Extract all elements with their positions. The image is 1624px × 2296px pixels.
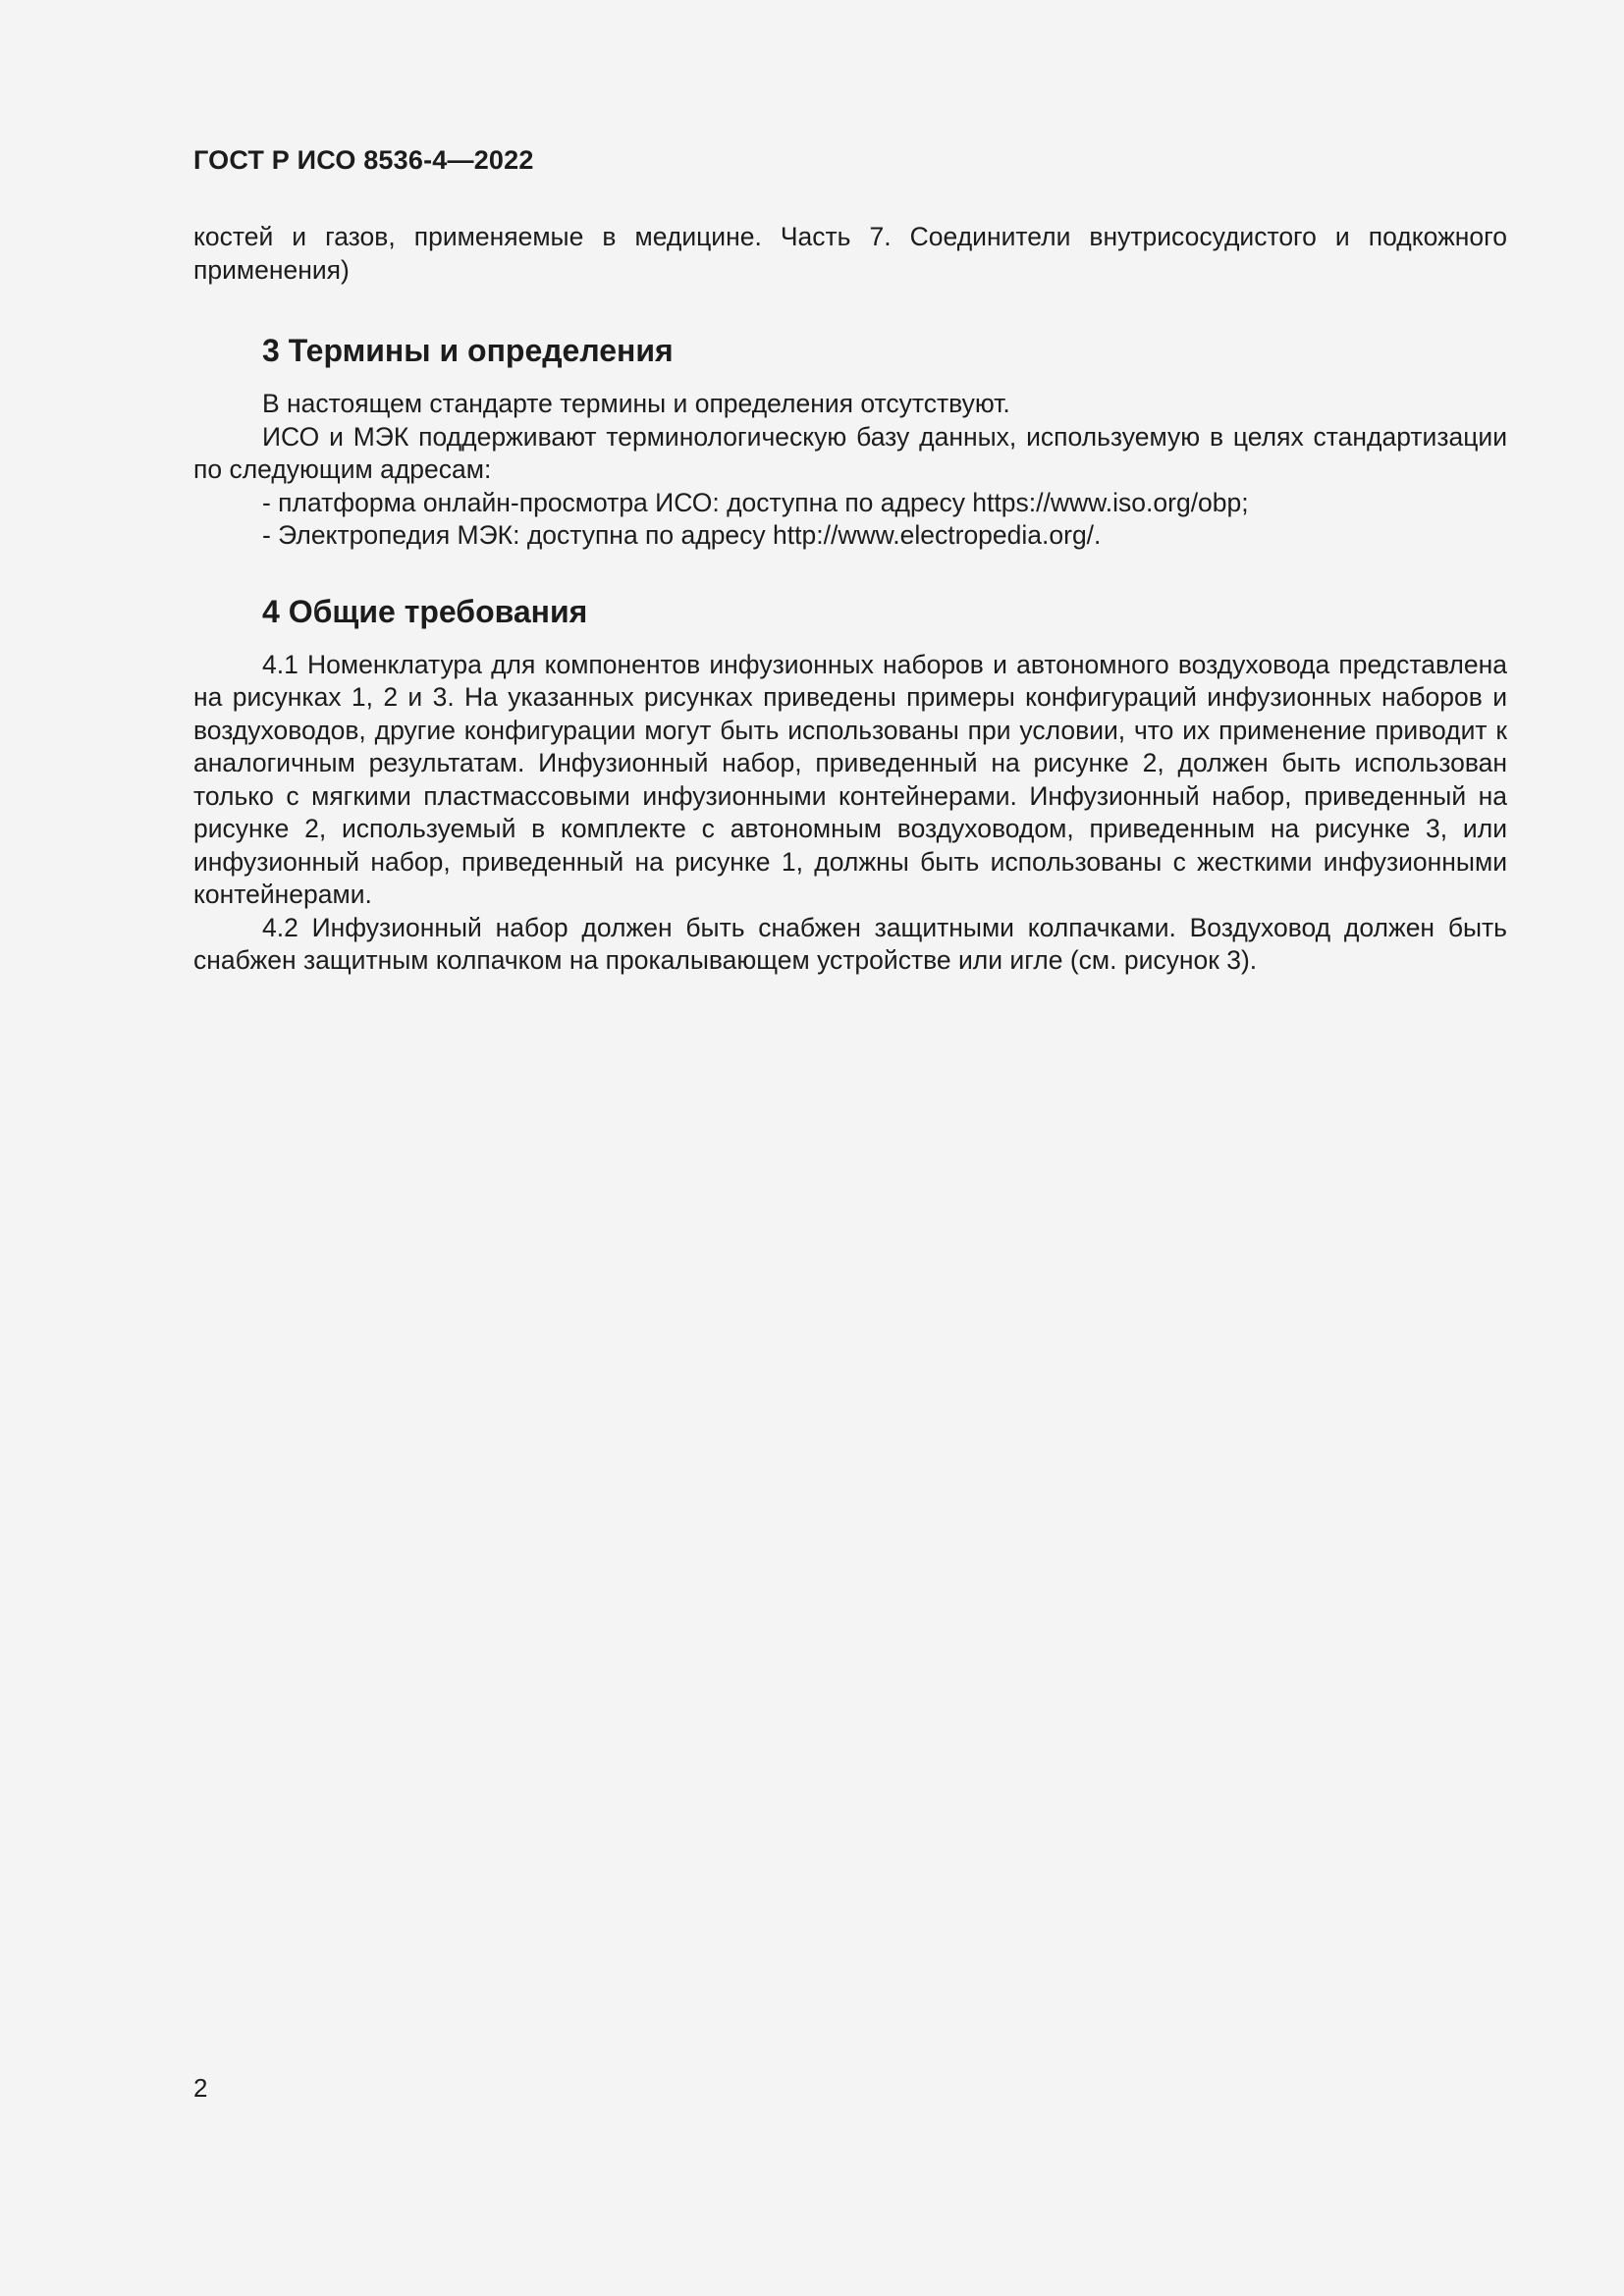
continuation-paragraph: костей и газов, применяемые в медицине. Часть 7. Соединители внутрисосудистого и подкожного применения) <box>193 222 1507 285</box>
section-3-list-item: - Электропедия МЭК: доступна по адресу http://www.electropedia.org/. <box>262 520 1102 550</box>
section-3-list-item: - платформа онлайн-просмотра ИСО: доступна по адресу https://www.iso.org/obp; <box>262 487 1249 517</box>
section-3-title: 3 Термины и определения <box>262 333 674 368</box>
document-body <box>193 221 1507 978</box>
section-4-paragraph-1: 4.1 Номенклатура для компонентов инфузионных наборов и автономного воздуховода представлена на рисунках 1, 2 и 3. На указанных рисунках приведены примеры конфигураций инфузионных наборов и воздуховодов, другие конфигурации могут быть использованы при условии, что их применение приводит к аналогичным результатам. Инфузионный набор, приведенный на рисунке 2, должен быть использован только с мягкими пластмассовыми инфузионными контейнерами. Инфузионный набор, приведенный на рисунке 2, используемый в комплекте с автономным воздуховодом, приведенным на рисунке 3, или инфузионный набор, приведенный на рисунке 1, должны быть использованы с жесткими инфузионными контейнерами. <box>193 649 1507 909</box>
section-3-paragraph-2: ИСО и МЭК поддерживают терминологическую базу данных, используемую в целях стандартизации по следующим адресам: <box>193 421 1507 484</box>
section-3-paragraph-1: В настоящем стандарте термины и определения отсутствуют. <box>262 389 1010 418</box>
page-number: 2 <box>193 2073 208 2103</box>
section-4-title: 4 Общие требования <box>262 593 588 629</box>
document-header: ГОСТ Р ИСО 8536-4—2022 <box>193 145 534 175</box>
section-4-paragraph-2: 4.2 Инфузионный набор должен быть снабжен защитными колпачками. Воздуховод должен быть снабжен защитным колпачком на прокалывающем устройстве или игле (см. рисунок 3). <box>193 912 1507 975</box>
